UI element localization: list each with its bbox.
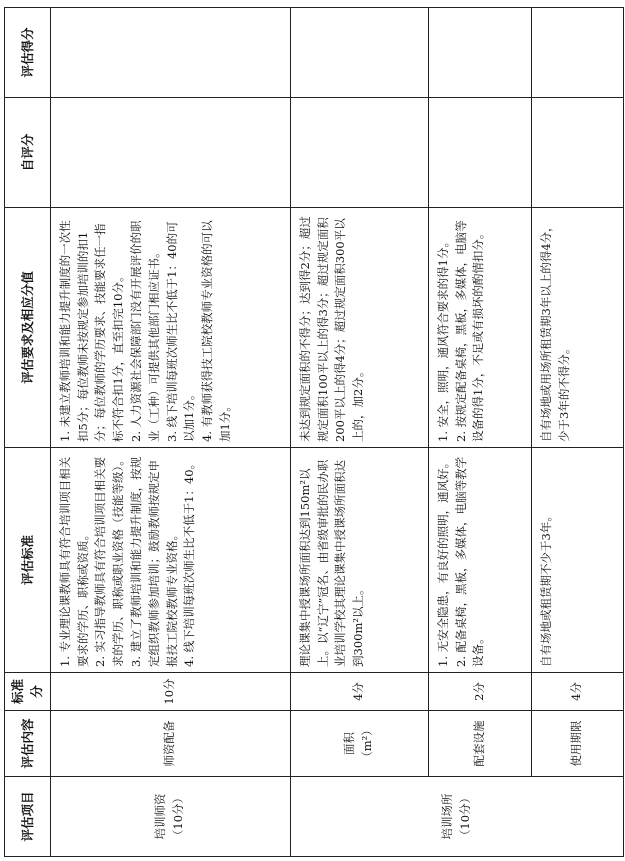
header-self-score: 自评分 xyxy=(5,98,51,208)
requirement-cell xyxy=(290,208,428,448)
header-content: 评估内容 xyxy=(5,711,51,777)
standard-cell xyxy=(428,448,531,673)
standard-line: 2. 实习指导教师具有符合培训项目相关要求的学历、职称或职业资格（技能等级）。 xyxy=(93,454,126,667)
group-item-label: 培训师资 xyxy=(153,793,168,840)
content-cell: 配套设施 xyxy=(428,711,531,777)
header-item: 评估项目 xyxy=(5,777,51,857)
header-score: 标准分 xyxy=(5,673,51,711)
eval-score-cell[interactable] xyxy=(531,8,623,98)
requirement-cell xyxy=(531,208,623,448)
requirement-line: 未达到规定面积的不得分；达到得2分；超过规定面积100平以上的得3分；超过规定面积200平以上的得4分；超过规定面积300平以上的，加2分。 xyxy=(297,216,366,442)
score-cell: 2分 xyxy=(428,673,531,711)
group-item-sub: （10分） xyxy=(171,791,186,842)
requirement-line: 2. 人力资源社会保障部门没有开展评价的职业（工种）可提供其他部门相应证书。 xyxy=(129,220,161,442)
requirement-line: 3. 线下培训每班次师生比不低于1：40的可以加1分。 xyxy=(164,221,197,442)
score-cell: 10分 xyxy=(50,673,290,711)
standard-line: 2. 配备桌椅，黑板，多媒体，电脑等教学设备。 xyxy=(453,456,486,667)
eval-score-cell[interactable] xyxy=(428,8,531,98)
evaluation-table xyxy=(4,7,624,857)
header-requirement: 评估要求及相应分值 xyxy=(5,208,51,448)
table-row xyxy=(50,8,290,857)
self-score-cell[interactable] xyxy=(50,98,290,208)
table-row xyxy=(531,8,623,857)
table-row xyxy=(290,8,428,857)
requirement-line: 4. 有教师获得技工院校教师专业资格的可以加1分。 xyxy=(200,220,233,442)
standard-cell xyxy=(531,448,623,673)
standard-line: 3. 建立了教师培训和能力提升制度，按规定组织教师参加培训；鼓励教师按规定申报技工院校教师专业资格。 xyxy=(129,456,179,667)
header-standard: 评估标准 xyxy=(5,448,51,673)
content-cell: 使用期限 xyxy=(531,711,623,777)
content-cell: 面积（m²） xyxy=(290,711,428,777)
requirement-cell xyxy=(428,208,531,448)
group-item-label: 培训场所 xyxy=(439,793,454,840)
standard-line: 4. 线下培训每班次师生比不低于1：40。 xyxy=(182,457,197,667)
eval-score-cell[interactable] xyxy=(50,8,290,98)
standard-cell xyxy=(50,448,290,673)
self-score-cell[interactable] xyxy=(531,98,623,208)
requirement-line: 自有场地或用场所租赁期3年以上的得4分，少于3年的不得分。 xyxy=(538,220,571,442)
header-row xyxy=(5,8,51,857)
requirement-line: 1. 安全，照明，通风符合要求的得1分。 xyxy=(435,236,450,442)
group-item-cell xyxy=(290,777,623,857)
standard-line: 理论课集中授课场所面积达到150m²以上。以“辽宁”冠名、由省级审批的民办职业培训学校其理论课集中授课场所面积达到300m²以上。 xyxy=(297,459,366,667)
standard-cell xyxy=(290,448,428,673)
group-item-cell xyxy=(50,777,290,857)
requirement-line: 1. 未建立教师培训和能力提升制度的一次性扣5分；每位教师未按规定参加培训的扣1分；每位教师的学历要求、技能要求任一指标不符合扣1分，直至扣完10分。 xyxy=(57,220,126,442)
group-item-sub: （10分） xyxy=(457,791,472,842)
content-cell: 师资配备 xyxy=(50,711,290,777)
score-cell: 4分 xyxy=(531,673,623,711)
requirement-cell xyxy=(50,208,290,448)
standard-line: 自有场地或租赁期不少于3年。 xyxy=(538,510,553,667)
requirement-line: 2. 按规定配备桌椅，黑板，多媒体，电脑等设备的得1分，不足或有损坏的酌情扣分。 xyxy=(453,220,486,442)
header-eval-score: 评估得分 xyxy=(5,8,51,98)
score-cell: 4分 xyxy=(290,673,428,711)
self-score-cell[interactable] xyxy=(290,98,428,208)
standard-line: 1. 专业理论课教师具有符合培训项目相关要求的学历、职称或资质。 xyxy=(57,456,90,667)
standard-line: 1. 无安全隐患，有良好的照明，通风好。 xyxy=(435,456,450,667)
self-score-cell[interactable] xyxy=(428,98,531,208)
table-row xyxy=(428,8,531,857)
eval-score-cell[interactable] xyxy=(290,8,428,98)
